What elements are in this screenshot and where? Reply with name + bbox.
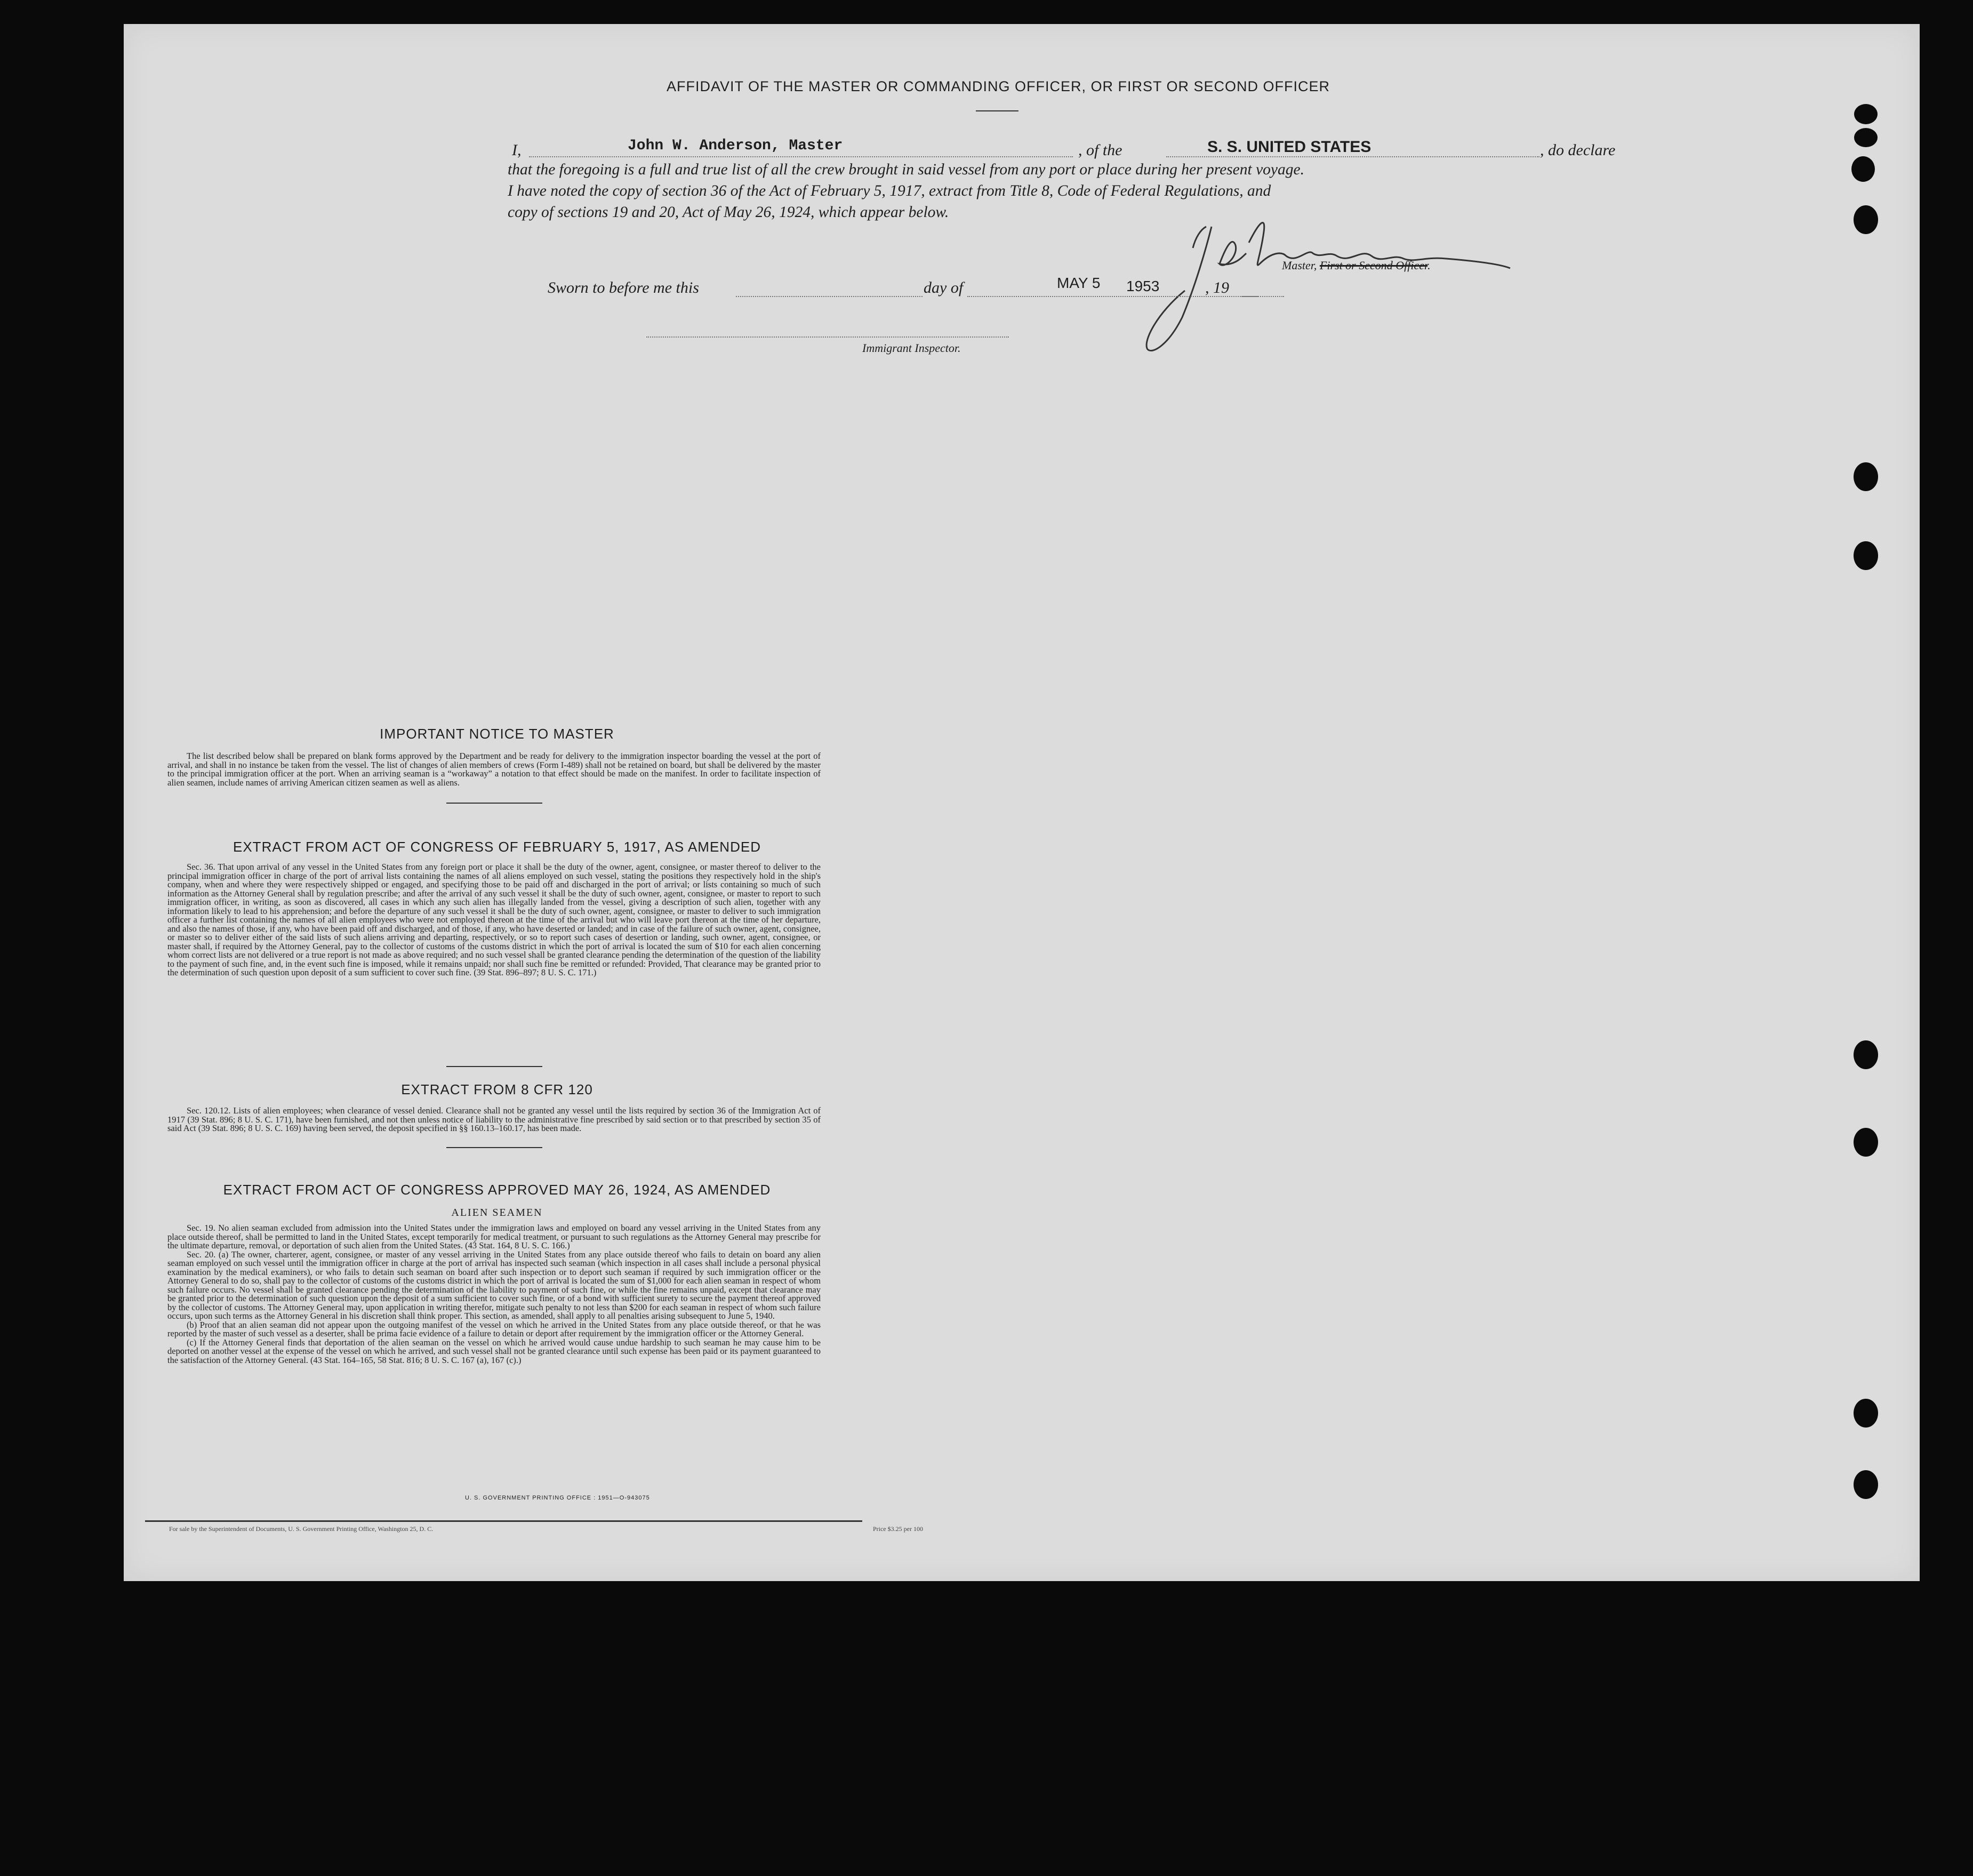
- notice-rule: [446, 803, 542, 804]
- signature-caption-suffix: .: [1427, 259, 1431, 272]
- inspector-caption: Immigrant Inspector.: [862, 341, 961, 355]
- extract-1924-text: [167, 1224, 821, 1365]
- binder-hole: [1854, 1470, 1878, 1499]
- day-of-label: day of: [924, 279, 964, 296]
- document-page: [124, 24, 1920, 1581]
- extract-1917-title: EXTRACT FROM ACT OF CONGRESS OF FEBRUARY 5, 1917, AS AMENDED: [233, 839, 761, 855]
- binder-hole: [1854, 205, 1878, 234]
- binder-hole: [1854, 1128, 1878, 1157]
- extract-1917-rule: [446, 1066, 542, 1067]
- extract-1924-subtitle: ALIEN SEAMEN: [451, 1207, 543, 1218]
- sworn-label: Sworn to before me this: [548, 279, 699, 296]
- inspector-line: [646, 336, 1009, 338]
- master-name-line: [529, 156, 1073, 157]
- date-month-day: MAY 5: [1057, 275, 1101, 291]
- binder-hole: [1854, 1040, 1878, 1069]
- binder-hole: [1854, 462, 1878, 491]
- binder-hole: [1851, 156, 1875, 182]
- year-line: [1241, 296, 1284, 297]
- notice-title: IMPORTANT NOTICE TO MASTER: [380, 726, 614, 742]
- extract-1924-paragraph: (c) If the Attorney General finds that deportation of the alien seaman on the vessel on which he arrived would cause undue hardship to such seaman he may cause him to be deported on another vessel at the expense of the vessel on which he arrived, and such vessel shall not be granted clearance until such expense has been paid or its payment guaranteed to the satisfaction of the Attorney General. (43 Stat. 164–165, 58 Stat. 816; 8 U. S. C. 167 (a), 167 (c).): [167, 1337, 821, 1365]
- extract-1924-paragraph: Sec. 20. (a) The owner, charterer, agent, consignee, or master of any vessel arriving in the United States from any place outside thereof who fails to detain on board any alien seaman employed on such vessel until the immigration officer in charge at the port of arrival has inspected such seaman (which inspection in all cases shall include a personal physical examination by the medical examiners), or who fails to detain such seaman on board after such inspection or to deport such seaman if required by such immigration officer or the Attorney General to do so, shall pay to the collector of customs of the customs district in which the port of arrival is located the sum of $1,000 for each alien seaman in respect of whom such failure occurs. No vessel shall be granted clearance pending the determination of the liability to payment of such fine, or while the fine remains unpaid, except that clearance may be granted prior to the determination of such question upon the deposit of a sum sufficient to cover such fine, or of a bond with sufficient surety to secure the payment thereof approved by the collector of customs. The Attorney General may, upon application in writing therefor, mitigate such penalty to not less than $200 for each seaman in respect of whom such failure occurs, upon such terms as the Attorney General in his discretion shall think proper. This section, as amended, shall apply to all penalties arising subsequent to June 5, 1940.: [167, 1249, 821, 1321]
- extract-1917-text: Sec. 36. That upon arrival of any vessel in the United States from any foreign port or place it shall be the duty of the owner, agent, consignee, or master thereof to deliver to the principal immigration officer in charge of the port of arrival lists containing the names of all aliens employed on such vessel, stating the positions they respectively hold in the ship's company, when and where they were respectively shipped or engaged, and specifying those to be paid off and discharged in the port of arrival; or lists containing so much of such information as the Attorney General shall by regulation prescribe; and after the arrival of any such vessel it shall be the duty of such owner, agent, consignee, or master to report to such immigration officer, in writing, as soon as discovered, all cases in which any such alien has illegally landed from the vessel, giving a description of such alien, together with any information likely to lead to his apprehension; and before the departure of any such vessel it shall be the duty of such owner, agent, consignee, or master to deliver to such immigration officer a further list containing the names of all alien employees who were not employed thereon at the time of the arrival but who will leave port thereon at the time of her departure, and also the names of those, if any, who have been paid off and discharged, and of those, if any, who have deserted or landed; and in case of the failure of such owner, agent, consignee, or master so to deliver either of the said lists of such aliens arriving and departing, respectively, or so to report such cases of desertion or landing, such owner, agent, consignee, or master shall, if required by the Attorney General, pay to the collector of customs of the customs district in which the port of arrival is located the sum of $10 for each alien concerning whom correct lists are not delivered or a true report is not made as above required; and no such vessel shall be granted clearance pending the determination of the question of the liability to the payment of such fine, and, in the event such fine is imposed, while it remains unpaid; nor shall such fine be remitted or refunded: Provided, That clearance may be granted prior to the determination of such question upon deposit of a sum sufficient to cover such fine. (39 Stat. 896–897; 8 U. S. C. 171.): [167, 862, 821, 977]
- binder-hole: [1854, 104, 1878, 124]
- title-underline: [976, 110, 1018, 111]
- extract-cfr-title: EXTRACT FROM 8 CFR 120: [401, 1081, 593, 1097]
- extract-cfr-text: Sec. 120.12. Lists of alien employees; when clearance of vessel denied. Clearance shall not be granted any vessel until the lists required by section 36 of the Immigration Act of 1917 (39 Stat. 896; 8 U. S. C. 171), have been furnished, and not then unless notice of liability to the administrative fine prescribed by said section or to that prescribed by section 35 of said Act (39 Stat. 896; 8 U. S. C. 169) having been served, the deposit specified in §§ 160.13–160.17, has been made.: [167, 1105, 821, 1133]
- extract-cfr-rule: [446, 1147, 542, 1148]
- affidavit-do-declare: , do declare: [1540, 141, 1616, 159]
- binder-hole: [1854, 128, 1878, 147]
- signature-caption-struck: First or Second Officer: [1319, 259, 1428, 272]
- binder-hole: [1854, 541, 1878, 570]
- year-suffix: , 19: [1205, 279, 1229, 296]
- sworn-day-line: [736, 296, 923, 297]
- affidavit-line-3: I have noted the copy of section 36 of the Act of February 5, 1917, extract from Title 8, Code of Federal Regulations, and: [508, 182, 1271, 199]
- for-sale-note: For sale by the Superintendent of Documents, U. S. Government Printing Office, Washington 25, D. C.: [169, 1525, 434, 1533]
- affidavit-title: AFFIDAVIT OF THE MASTER OR COMMANDING OFFICER, OR FIRST OR SECOND OFFICER: [666, 78, 1330, 94]
- vessel-name: S. S. UNITED STATES: [1207, 138, 1372, 156]
- date-year: 1953: [1126, 278, 1160, 294]
- footer-rule: [145, 1520, 862, 1522]
- price-note: Price $3.25 per 100: [873, 1525, 923, 1533]
- vessel-line: [1166, 156, 1539, 157]
- extract-1924-title: EXTRACT FROM ACT OF CONGRESS APPROVED MAY 26, 1924, AS AMENDED: [223, 1182, 771, 1198]
- extract-1924-paragraph: (b) Proof that an alien seaman did not appear upon the outgoing manifest of the vessel on which he arrived in the United States from any place outside thereof, or that he was reported by the master of such vessel as a deserter, shall be prima facie evidence of a failure to detain or deport after requirement by the immigration officer or the Attorney General.: [167, 1319, 821, 1338]
- affidavit-i: I,: [512, 141, 522, 159]
- gpo-imprint: U. S. GOVERNMENT PRINTING OFFICE : 1951—O-943075: [465, 1495, 650, 1501]
- extract-1924-paragraph: Sec. 19. No alien seaman excluded from admission into the United States under the immigration laws and employed on board any vessel arriving in the United States from any place outside thereof, shall be permitted to land in the United States, except temporarily for medical treatment, or pursuant to such regulations as the Attorney General may prescribe for the ultimate departure, removal, or deportation of such alien from the United States. (43 Stat. 164, 8 U. S. C. 166.): [167, 1223, 821, 1250]
- affidavit-line-4: copy of sections 19 and 20, Act of May 26, 1924, which appear below.: [508, 204, 949, 221]
- affidavit-line-2: that the foregoing is a full and true list of all the crew brought in said vessel from any port or place during her present voyage.: [508, 161, 1304, 178]
- signature-caption-prefix: Master,: [1282, 259, 1320, 272]
- notice-text: The list described below shall be prepared on blank forms approved by the Department and be ready for delivery to the immigration inspector boarding the vessel at the port of arrival, and shall in no instance be taken from the vessel. The list of changes of alien members of crews (Form I-489) shall not be retained on board, but shall be delivered by the master to the principal immigration officer at the port. When an arriving seaman is a “workaway” a notation to that effect should be made on the manifest. In order to facilitate inspection of alien seamen, include names of arriving American citizen seamen as well as aliens.: [167, 751, 821, 788]
- master-name: John W. Anderson, Master: [628, 138, 843, 154]
- affidavit-of-the: , of the: [1078, 141, 1122, 159]
- binder-hole: [1854, 1399, 1878, 1428]
- signature-caption: [1282, 259, 1431, 272]
